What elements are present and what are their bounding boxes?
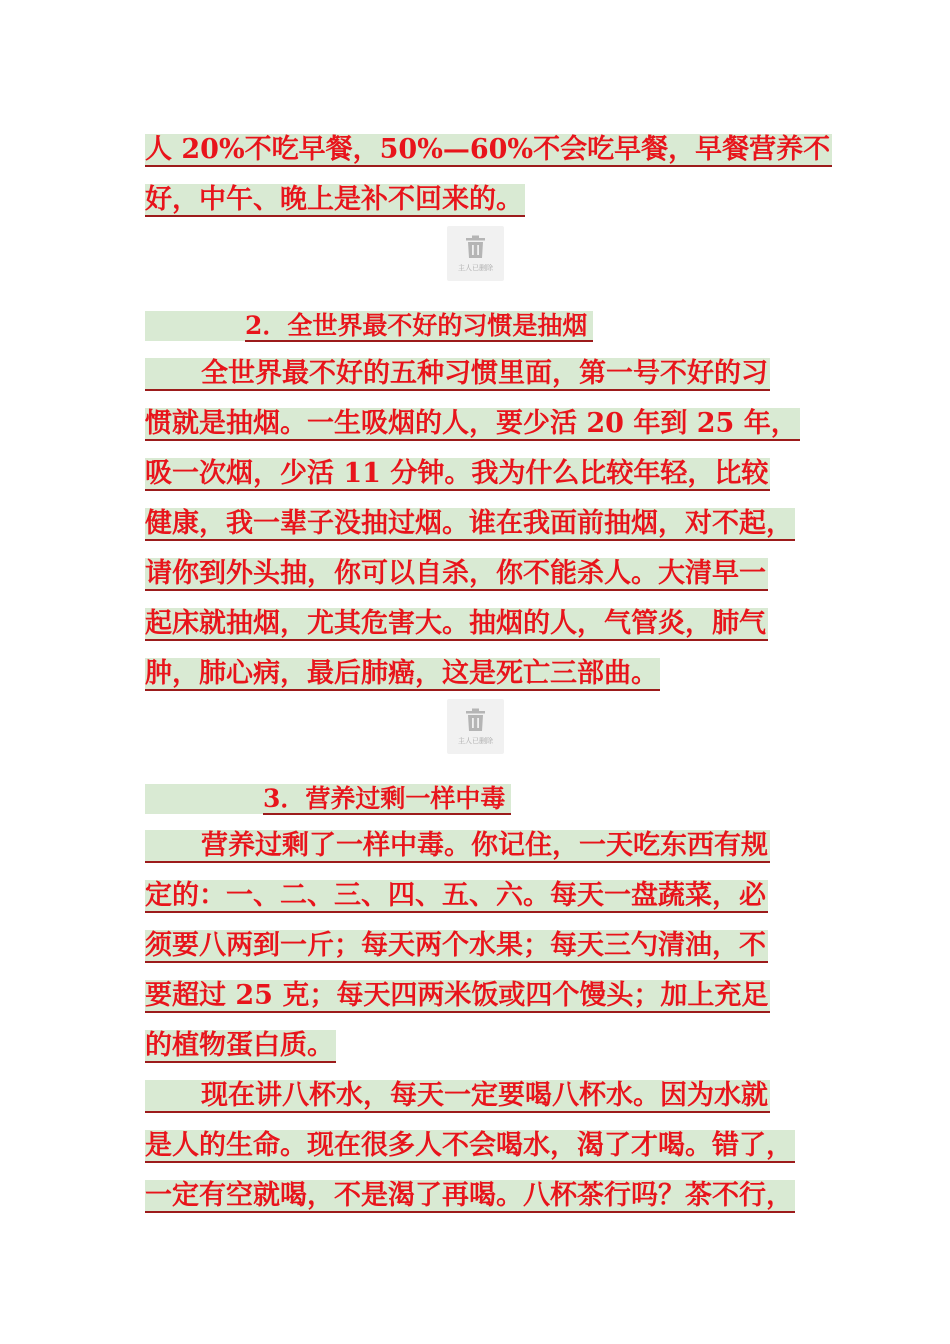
- paragraph-line: [145, 928, 768, 964]
- paragraph-line: [145, 506, 795, 542]
- line-text: 全世界最不好的五种习惯里面，第一号不好的习: [201, 358, 768, 389]
- section-heading: [145, 784, 511, 814]
- line-text: 人 20%不吃早餐，50%—60%不会吃早餐，早餐营养不: [145, 134, 831, 165]
- line-text: 现在讲八杯水，每天一定要喝八杯水。因为水就: [201, 1080, 768, 1111]
- line-text: 要超过 25 克；每天四两米饭或四个馒头；加上充足: [145, 980, 769, 1011]
- heading-text: 3．营养过剩一样中毒: [263, 784, 511, 815]
- paragraph-line: [145, 356, 770, 392]
- paragraph-line: [145, 1028, 336, 1064]
- deleted-caption: 主人已删除: [458, 737, 493, 745]
- line-text: 的植物蛋白质。: [145, 1030, 334, 1061]
- paragraph-line: [145, 182, 525, 218]
- paragraph-line: [145, 406, 800, 442]
- line-text: 定的：一、二、三、四、五、六。每天一盘蔬菜，必: [145, 880, 766, 911]
- paragraph-line: [145, 1078, 770, 1114]
- paragraph-line: [145, 828, 770, 864]
- line-text: 健康，我一辈子没抽过烟。谁在我面前抽烟，对不起，: [145, 508, 793, 539]
- trash-icon: [464, 235, 487, 259]
- deleted-caption: 主人已删除: [458, 264, 493, 272]
- paragraph-line: [145, 1128, 795, 1164]
- paragraph-line: [145, 978, 770, 1014]
- paragraph-line: [145, 878, 768, 914]
- deleted-image-placeholder: [447, 226, 504, 281]
- line-text: 好，中午、晚上是补不回来的。: [145, 184, 523, 215]
- section-heading: [145, 311, 593, 341]
- paragraph-line: [145, 606, 768, 642]
- line-text: 一定有空就喝，不是渴了再喝。八杯茶行吗？茶不行，: [145, 1180, 793, 1211]
- line-text: 起床就抽烟，尤其危害大。抽烟的人，气管炎，肺气: [145, 608, 766, 639]
- line-text: 营养过剩了一样中毒。你记住，一天吃东西有规: [201, 830, 768, 861]
- line-text: 肿，肺心病，最后肺癌，这是死亡三部曲。: [145, 658, 658, 689]
- line-text: 吸一次烟，少活 11 分钟。我为什么比较年轻，比较: [145, 458, 769, 489]
- line-text: 须要八两到一斤；每天两个水果；每天三勺清油，不: [145, 930, 766, 961]
- line-text: 是人的生命。现在很多人不会喝水，渴了才喝。错了，: [145, 1130, 793, 1161]
- paragraph-line: [145, 456, 770, 492]
- paragraph-line: [145, 556, 768, 592]
- paragraph-line: [145, 656, 660, 692]
- heading-text: 2．全世界最不好的习惯是抽烟: [245, 311, 593, 342]
- line-text: 惯就是抽烟。一生吸烟的人，要少活 20 年到 25 年，: [145, 408, 798, 439]
- trash-icon: [464, 708, 487, 732]
- deleted-image-placeholder: [447, 699, 504, 754]
- paragraph-line: [145, 1178, 795, 1214]
- line-text: 请你到外头抽，你可以自杀，你不能杀人。大清早一: [145, 558, 766, 589]
- paragraph-line: [145, 132, 832, 168]
